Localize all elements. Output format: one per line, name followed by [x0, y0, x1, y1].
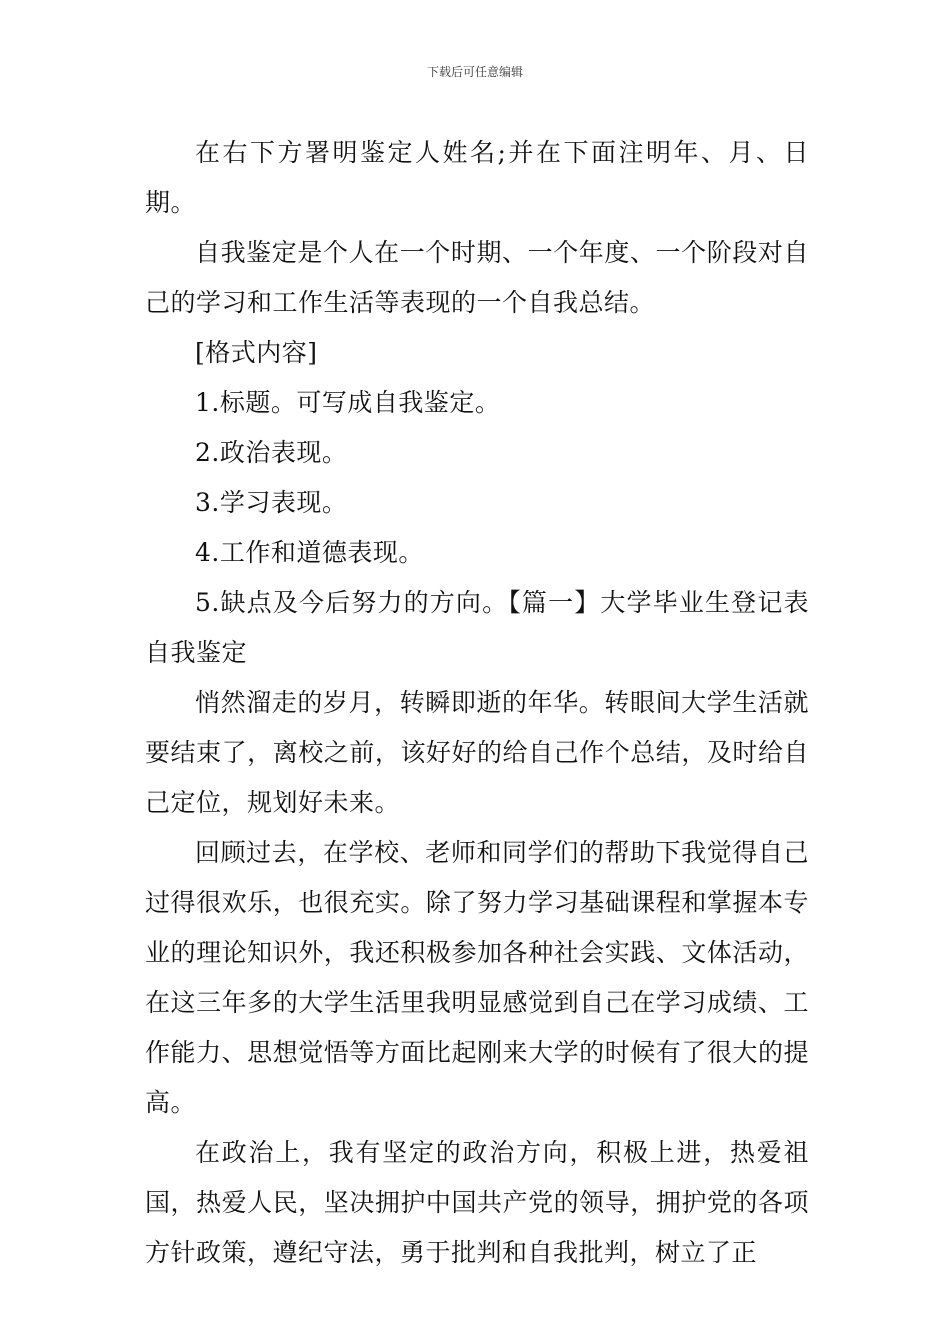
- document-body: [145, 128, 809, 1278]
- paragraph-politics: 在政治上，我有坚定的政治方向，积极上进，热爱祖国，热爱人民，坚决拥护中国共产党的领导，拥护党的各项方针政策，遵纪守法，勇于批判和自我批判，树立了正: [145, 1138, 809, 1267]
- list-item-shortcomings: 5.缺点及今后努力的方向。【篇一】大学毕业生登记表自我鉴定: [145, 588, 809, 667]
- list-item-political: 2.政治表现。: [195, 438, 348, 467]
- list-item-study: 3.学习表现。: [195, 488, 348, 517]
- paragraph-review: 回顾过去，在学校、老师和同学们的帮助下我觉得自己过得很欢乐，也很充实。除了努力学习基础课程和掌握本专业的理论知识外，我还积极参加各种社会实践、文体活动，在这三年多的大学生活里我明显感觉到自己在学习成绩、工作能力、思想觉悟等方面比起刚来大学的时候有了很大的提高。: [145, 838, 809, 1117]
- paragraph-intro: 悄然溜走的岁月，转瞬即逝的年华。转眼间大学生活就要结束了，离校之前，该好好的给自己作个总结，及时给自己定位，规划好未来。: [145, 688, 809, 817]
- list-item-title: 1.标题。可写成自我鉴定。: [195, 388, 501, 417]
- list-item-work-ethics: 4.工作和道德表现。: [195, 538, 424, 567]
- paragraph-definition: 自我鉴定是个人在一个时期、一个年度、一个阶段对自己的学习和工作生活等表现的一个自我总结。: [145, 238, 809, 317]
- paragraph-signature-note: 在右下方署明鉴定人姓名;并在下面注明年、月、日期。: [145, 138, 809, 217]
- page-header: 下载后可任意编辑: [426, 65, 523, 79]
- paragraph-format-heading: [格式内容]: [195, 338, 318, 367]
